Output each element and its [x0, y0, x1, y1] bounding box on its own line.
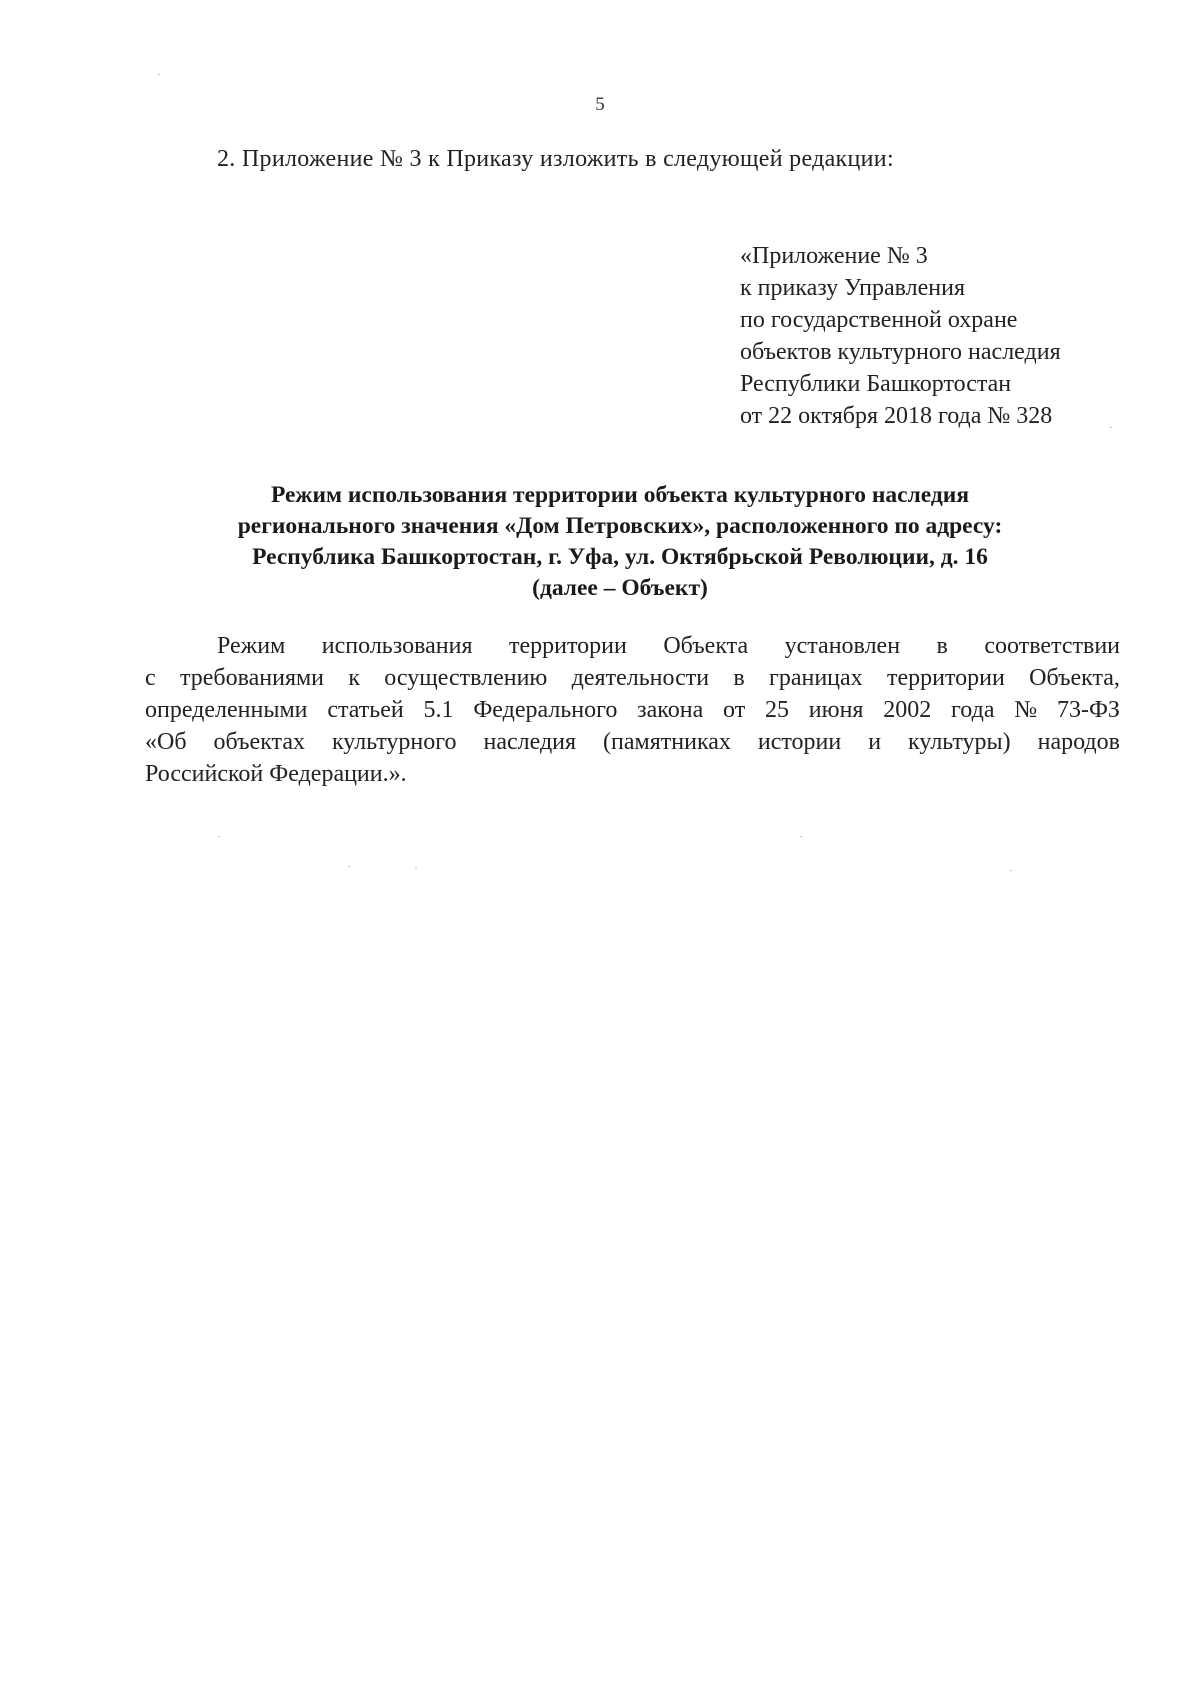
scan-speck — [1110, 427, 1112, 428]
body-word: статьей — [327, 697, 404, 723]
body-word: деятельности — [571, 665, 710, 691]
body-word: с — [145, 665, 156, 691]
body-word: Объекта — [663, 633, 749, 659]
body-line — [145, 694, 1120, 726]
body-word: Режим — [217, 633, 286, 659]
document-title — [150, 480, 1090, 604]
appendix-line: объектов культурного наследия — [740, 339, 1061, 365]
body-word: в — [936, 633, 948, 659]
appendix-line: Республики Башкортостан — [740, 371, 1012, 397]
body-word: 73-ФЗ — [1056, 697, 1120, 723]
title-line: (далее – Объект) — [532, 575, 708, 601]
appendix-reference-block — [740, 240, 1061, 432]
body-word: территории — [508, 633, 627, 659]
body-word: границах — [769, 665, 863, 691]
body-word: июня — [808, 697, 864, 723]
appendix-line: от 22 октября 2018 года № 328 — [740, 403, 1053, 429]
body-word: от — [723, 697, 746, 723]
scan-speck — [415, 868, 417, 869]
page-number: 5 — [595, 94, 605, 115]
body-word: Российской Федерации.». — [145, 761, 407, 787]
intro-paragraph: 2. Приложение № 3 к Приказу изложить в следующей редакции: — [217, 146, 894, 172]
scan-speck — [348, 866, 350, 867]
body-line — [145, 726, 1120, 758]
body-word: культуры) — [908, 729, 1011, 755]
body-word: Федерального — [473, 697, 618, 723]
body-word: к — [348, 665, 360, 691]
body-word: соответствии — [984, 633, 1120, 659]
scan-speck — [800, 836, 802, 837]
body-word: (памятниках — [603, 729, 731, 755]
body-word: территории — [886, 665, 1005, 691]
body-line — [145, 662, 1120, 694]
appendix-line: к приказу Управления — [740, 275, 966, 301]
title-line: Республика Башкортостан, г. Уфа, ул. Октябрьской Революции, д. 16 — [252, 544, 988, 570]
body-word: установлен — [784, 633, 901, 659]
body-word: культурного — [331, 729, 457, 755]
title-line: регионального значения «Дом Петровских», расположенного по адресу: — [237, 513, 1003, 539]
body-word: осуществлению — [384, 665, 548, 691]
scan-speck — [218, 836, 220, 837]
body-word: 25 — [765, 697, 789, 723]
body-word: и — [868, 729, 882, 755]
body-word: в — [733, 665, 745, 691]
body-paragraph — [145, 630, 1120, 790]
body-word: «Об — [145, 729, 187, 755]
body-word: закона — [637, 697, 704, 723]
appendix-line: «Приложение № 3 — [740, 243, 928, 269]
appendix-line: по государственной охране — [740, 307, 1018, 333]
body-word: № — [1014, 697, 1038, 723]
body-word: народов — [1037, 729, 1120, 755]
body-word: определенными — [145, 697, 308, 723]
body-word: использования — [321, 633, 473, 659]
body-word: года — [951, 697, 995, 723]
body-line — [145, 630, 1120, 662]
body-word: требованиями — [179, 665, 325, 691]
body-word: Объекта, — [1029, 665, 1120, 691]
title-line: Режим использования территории объекта культурного наследия — [270, 482, 970, 508]
scan-speck — [158, 74, 160, 75]
scan-speck — [1010, 870, 1012, 871]
body-word: истории — [757, 729, 842, 755]
body-word: объектах — [213, 729, 305, 755]
body-word: 2002 — [883, 697, 932, 723]
body-word: 5.1 — [423, 697, 454, 723]
body-word: наследия — [483, 729, 577, 755]
body-line — [145, 758, 1120, 790]
